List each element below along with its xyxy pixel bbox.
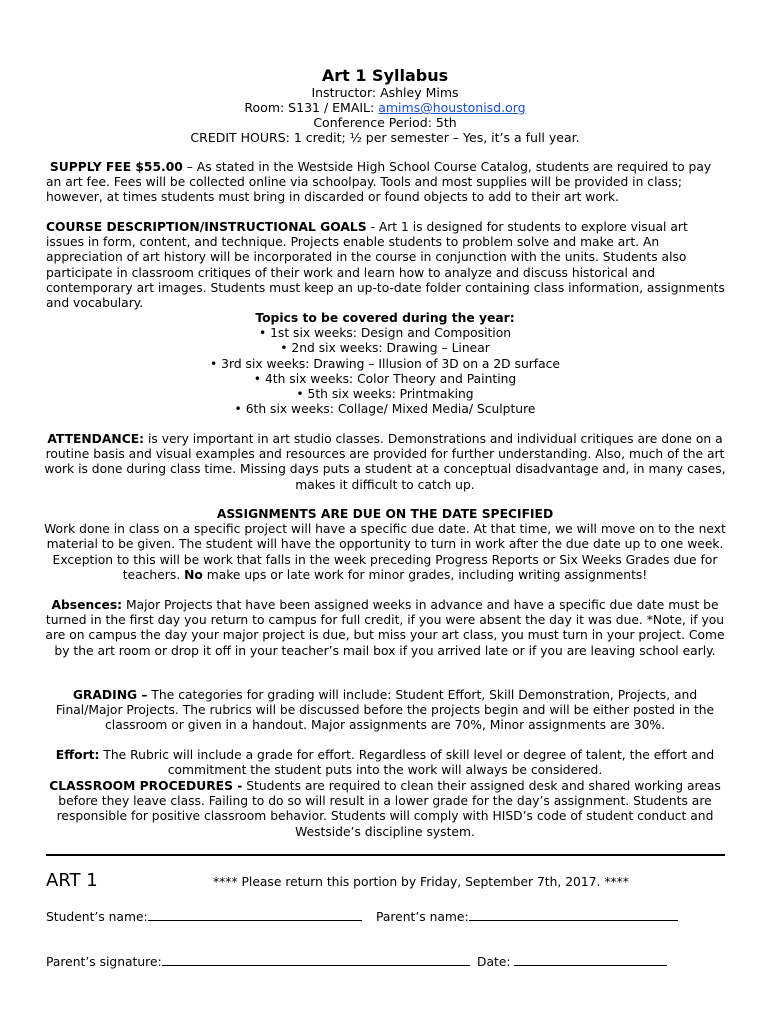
student-name-field[interactable] bbox=[46, 908, 362, 924]
divider-line bbox=[46, 854, 725, 856]
parent-signature-label: Parent’s signature: bbox=[46, 955, 162, 969]
instructor-line: Instructor: Ashley Mims bbox=[311, 85, 459, 100]
supply-fee-label: SUPPLY FEE $55.00 bbox=[49, 160, 183, 174]
supply-fee-text: – As stated in the Westside High School Course Catalog, students are required to pay an art fee. Fees will be collected online via schoolpay. Tools and most supplies will be provided in class; however, at times students must bring in discarded or found objects to add to their art work. bbox=[46, 160, 712, 205]
absences-label: Absences: bbox=[51, 598, 123, 612]
return-note: **** Please return this portion by Friday, September 7th, 2017. **** bbox=[213, 875, 629, 889]
attendance-paragraph bbox=[40, 432, 730, 493]
conference-line: Conference Period: 5th bbox=[313, 115, 457, 130]
assignments-paragraph bbox=[40, 507, 730, 583]
topic-item: • 4th six weeks: Color Theory and Painting bbox=[253, 371, 517, 386]
procedures-text: Students are required to clean their assigned desk and shared working areas before they leave class. Failing to do so will result in a lower grade for the day’s assignment. Students are responsible for positive classroom behavior. Students will comply with HISD’s code of student conduct and Westside’s discipline system. bbox=[56, 779, 721, 839]
grading-label: GRADING – bbox=[72, 688, 148, 702]
assignments-no: No bbox=[184, 567, 203, 582]
topic-item: • 5th six weeks: Printmaking bbox=[296, 387, 474, 402]
parent-signature-field[interactable] bbox=[46, 953, 470, 969]
assignments-text-end: make ups or late work for minor grades, including writing assignments! bbox=[202, 567, 648, 582]
assignments-text: Work done in class on a specific project will have a specific due date. At that time, we will move on to the next material to be given. The student will have the opportunity to turn in work after the due date up to one week. Exception to this will be work that falls in the week preceding Progress Reports or Six Weeks Grades due for teachers. bbox=[44, 522, 726, 582]
effort-text: The Rubric will include a grade for effort. Regardless of skill level or degree of talent, the effort and commitment the student puts into the work will always be considered. bbox=[99, 748, 715, 778]
supply-fee-paragraph bbox=[46, 160, 726, 206]
topic-item: • 2nd six weeks: Drawing – Linear bbox=[280, 341, 490, 356]
slip-course-title: ART 1 bbox=[46, 870, 98, 891]
room-email-line bbox=[0, 100, 770, 115]
procedures-label: CLASSROOM PROCEDURES - bbox=[49, 779, 243, 793]
student-name-line[interactable] bbox=[148, 908, 362, 921]
course-description-text: - Art 1 is designed for students to explore visual art issues in form, content, and technique. Projects enable students to problem solve and make art. An appreciation of art history will be incorporated in the course in conjunction with the units. Students also participate in classroom critiques of their work and learn how to analyze and discuss historical and contemporary art images. Students must keep an up-to-date folder containing class information, assignments and vocabulary. bbox=[46, 220, 725, 311]
student-name-label: Student’s name: bbox=[46, 910, 148, 924]
parent-signature-line[interactable] bbox=[162, 953, 470, 966]
attendance-text: is very important in art studio classes. Demonstrations and individual critiques are done on a routine basis and visual examples and resources are provided for further understanding. Also, much of the art work is done during class time. Missing days puts a student at a conceptual disadvantage and, in many cases, makes it difficult to catch up. bbox=[44, 432, 726, 492]
credit-line: CREDIT HOURS: 1 credit; ½ per semester – Yes, it’s a full year. bbox=[190, 130, 580, 145]
grading-paragraph bbox=[40, 688, 730, 734]
topic-item: • 6th six weeks: Collage/ Mixed Media/ Sculpture bbox=[234, 402, 536, 417]
room-label: Room: S131 / EMAIL: bbox=[244, 100, 379, 115]
topics-list bbox=[0, 311, 770, 417]
topic-item: • 3rd six weeks: Drawing – Illusion of 3D on a 2D surface bbox=[210, 356, 560, 371]
absences-text: Major Projects that have been assigned weeks in advance and have a specific due date must be turned in the first day you return to campus for full credit, if you were absent the day it was due. *Note, if you are on campus the day your major project is due, but miss your art class, you must turn in your project. Come by the art room or drop it off in your teacher’s mail box if you arrived late or if you are leaving school early. bbox=[45, 598, 725, 658]
topic-item: • 1st six weeks: Design and Composition bbox=[258, 326, 512, 341]
procedures-paragraph bbox=[40, 779, 730, 840]
absences-paragraph bbox=[40, 598, 730, 659]
course-description-label: COURSE DESCRIPTION/INSTRUCTIONAL GOALS bbox=[46, 220, 367, 234]
date-field[interactable] bbox=[477, 953, 667, 969]
parent-name-label: Parent’s name: bbox=[376, 910, 469, 924]
effort-label: Effort: bbox=[55, 748, 100, 762]
topics-heading: Topics to be covered during the year: bbox=[255, 311, 515, 325]
grading-text: The categories for grading will include: Student Effort, Skill Demonstration, Projects, and Final/Major Projects. The rubrics will be discussed before the projects begin and will be either posted in the classroom or given in a handout. Major assignments are 70%, Minor assignments are 30%. bbox=[55, 688, 715, 733]
attendance-label: ATTENDANCE: bbox=[47, 432, 145, 446]
email-link[interactable]: amims@houstonisd.org bbox=[378, 100, 526, 115]
effort-paragraph bbox=[40, 748, 730, 778]
course-description-paragraph bbox=[46, 220, 726, 311]
date-line[interactable] bbox=[514, 953, 667, 966]
parent-name-line[interactable] bbox=[469, 908, 678, 921]
assignments-heading: ASSIGNMENTS ARE DUE ON THE DATE SPECIFIED bbox=[216, 507, 554, 521]
date-label: Date: bbox=[477, 955, 515, 969]
page-title: Art 1 Syllabus bbox=[321, 66, 449, 85]
parent-name-field[interactable] bbox=[376, 908, 678, 924]
